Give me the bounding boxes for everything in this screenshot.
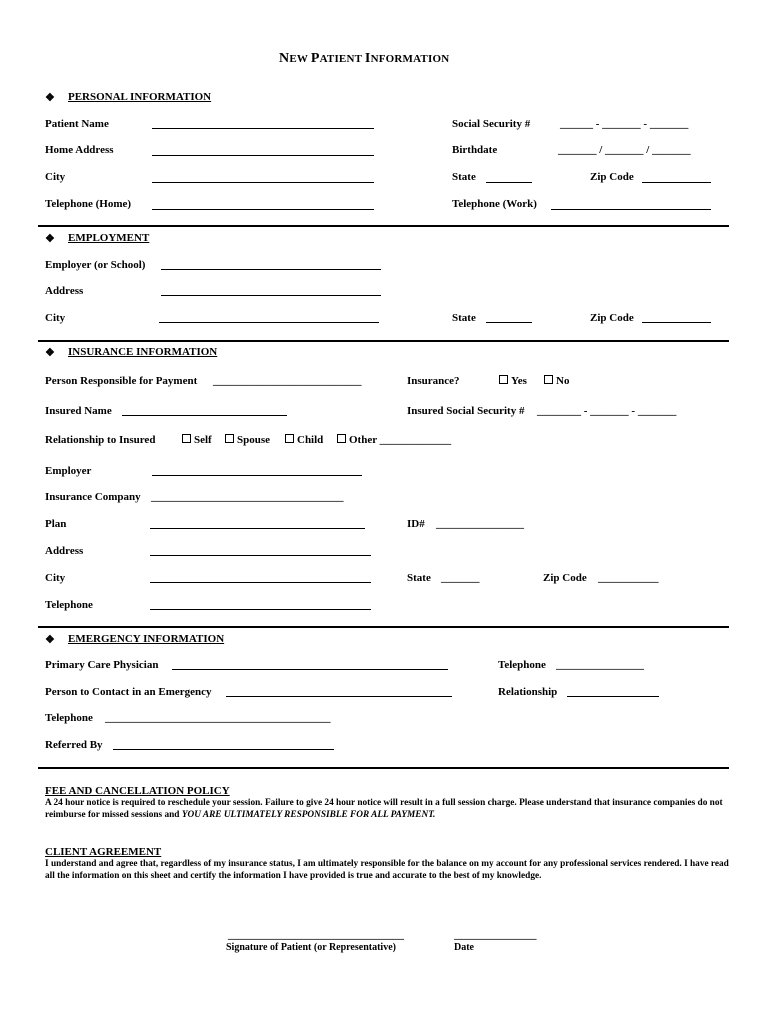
- diamond-bullet-icon: ❖: [45, 92, 55, 104]
- label-insurance-telephone: Telephone: [45, 599, 93, 611]
- label-yes: Yes: [511, 375, 527, 387]
- insurance-employer-field[interactable]: [152, 475, 362, 476]
- label-referred-by: Referred By: [45, 739, 103, 751]
- label-responsible-party: Person Responsible for Payment: [45, 375, 198, 387]
- label-city: City: [45, 171, 66, 183]
- date-label: Date: [454, 942, 474, 953]
- other-field[interactable]: _____________: [379, 434, 452, 446]
- section-heading-insurance: INSURANCE INFORMATION: [68, 346, 218, 358]
- emergency-contact-telephone-field[interactable]: _________________________________________: [105, 712, 331, 724]
- relationship-child-option[interactable]: [285, 434, 323, 446]
- primary-care-physician-field[interactable]: [172, 669, 448, 670]
- label-insurance-question: Insurance?: [407, 375, 460, 387]
- state-field[interactable]: [486, 182, 532, 183]
- checkbox-yes[interactable]: [499, 375, 508, 384]
- label-emergency-contact-telephone: Telephone: [45, 712, 93, 724]
- insurance-company-field[interactable]: ___________________________________: [151, 491, 344, 503]
- title-text: EW: [289, 53, 311, 65]
- section-divider: [38, 626, 729, 628]
- label-emergency-contact: Person to Contact in an Emergency: [45, 686, 212, 698]
- relationship-self-option[interactable]: [182, 434, 212, 446]
- id-field[interactable]: ________________: [436, 518, 524, 530]
- signature-label: Signature of Patient (or Representative): [226, 942, 396, 953]
- client-agreement-heading: CLIENT AGREEMENT: [45, 846, 162, 858]
- diamond-bullet-icon: ❖: [45, 347, 55, 359]
- label-employment-zip: Zip Code: [590, 312, 634, 324]
- insurance-telephone-field[interactable]: [150, 609, 371, 610]
- title-text: P: [310, 51, 320, 66]
- label-state: State: [452, 171, 476, 183]
- section-heading-personal: PERSONAL INFORMATION: [68, 91, 212, 103]
- telephone-work-field[interactable]: [551, 209, 711, 210]
- label-insurance-zip: Zip Code: [543, 572, 587, 584]
- employer-field[interactable]: [161, 269, 381, 270]
- employment-address-field[interactable]: [161, 295, 381, 296]
- city-field[interactable]: [152, 182, 374, 183]
- label-spouse: Spouse: [237, 434, 271, 446]
- employment-zip-field[interactable]: [642, 322, 711, 323]
- emergency-telephone-field[interactable]: ________________: [556, 659, 644, 671]
- date-field[interactable]: _______________: [454, 929, 537, 941]
- birthdate-field[interactable]: _______ / _______ / _______: [558, 144, 691, 156]
- page-title: [279, 51, 449, 67]
- label-other: Other: [349, 434, 377, 446]
- label-telephone-work: Telephone (Work): [452, 198, 537, 210]
- home-address-field[interactable]: [152, 155, 374, 156]
- label-birthdate: Birthdate: [452, 144, 498, 156]
- section-heading-emergency: EMERGENCY INFORMATION: [68, 633, 225, 645]
- telephone-home-field[interactable]: [152, 209, 374, 210]
- relationship-spouse-option[interactable]: [225, 434, 270, 446]
- title-text: N: [279, 51, 290, 66]
- title-text: NFORMATION: [370, 53, 450, 65]
- label-relationship-to-insured: Relationship to Insured: [45, 434, 156, 446]
- insurance-zip-field[interactable]: ___________: [598, 572, 659, 584]
- zip-field[interactable]: [642, 182, 711, 183]
- label-employment-city: City: [45, 312, 66, 324]
- referred-by-field[interactable]: [113, 749, 334, 750]
- insured-name-field[interactable]: [122, 415, 287, 416]
- label-no: No: [556, 375, 570, 387]
- insured-ssn-field[interactable]: ________ - _______ - _______: [537, 405, 677, 417]
- label-insured-ssn: Insured Social Security #: [407, 405, 525, 417]
- label-employment-state: State: [452, 312, 476, 324]
- title-text: ATIENT: [319, 53, 365, 65]
- diamond-bullet-icon: ❖: [45, 233, 55, 245]
- checkbox-self[interactable]: [182, 434, 191, 443]
- label-emergency-relationship: Relationship: [498, 686, 558, 698]
- title-text: I: [364, 51, 371, 66]
- checkbox-other[interactable]: [337, 434, 346, 443]
- ssn-field[interactable]: ______ - _______ - _______: [560, 118, 689, 130]
- label-home-address: Home Address: [45, 144, 114, 156]
- label-self: Self: [194, 434, 212, 446]
- label-insurance-state: State: [407, 572, 431, 584]
- relationship-other-option[interactable]: [337, 434, 451, 446]
- label-child: Child: [297, 434, 324, 446]
- insurance-yes-option[interactable]: [499, 375, 527, 387]
- responsible-party-field[interactable]: ___________________________: [213, 375, 362, 387]
- section-divider: [38, 767, 729, 769]
- label-employer: Employer (or School): [45, 259, 146, 271]
- fee-policy-text: [45, 797, 735, 821]
- fee-policy-emphasis: YOU ARE ULTIMATELY RESPONSIBLE FOR ALL PAYMENT.: [181, 810, 436, 820]
- label-insurance-employer: Employer: [45, 465, 92, 477]
- section-divider: [38, 340, 729, 342]
- label-id: ID#: [407, 518, 425, 530]
- employment-city-field[interactable]: [159, 322, 379, 323]
- diamond-bullet-icon: ❖: [45, 634, 55, 646]
- section-heading-employment: EMPLOYMENT: [68, 232, 150, 244]
- client-agreement-text: I understand and agree that, regardless of my insurance status, I am ultimately responsible for the balance on my account for any professional services rendered. I have read all the information on this sheet and certify the information I have provided is true and accurate to the best of my knowledge.: [45, 859, 729, 881]
- insurance-no-option[interactable]: [544, 375, 569, 387]
- label-employment-address: Address: [45, 285, 84, 297]
- checkbox-child[interactable]: [285, 434, 294, 443]
- label-insurance-address: Address: [45, 545, 84, 557]
- insurance-state-field[interactable]: _______: [441, 572, 480, 584]
- label-primary-care-physician: Primary Care Physician: [45, 659, 159, 671]
- signature-field[interactable]: ________________________________: [228, 929, 404, 941]
- patient-name-field[interactable]: [152, 128, 374, 129]
- employment-state-field[interactable]: [486, 322, 532, 323]
- label-emergency-telephone: Telephone: [498, 659, 546, 671]
- label-insured-name: Insured Name: [45, 405, 112, 417]
- insurance-address-field[interactable]: [150, 555, 371, 556]
- label-insurance-company: Insurance Company: [45, 491, 141, 503]
- label-plan: Plan: [45, 518, 67, 530]
- fee-policy-heading: FEE AND CANCELLATION POLICY: [45, 785, 230, 797]
- insurance-city-field[interactable]: [150, 582, 371, 583]
- label-zip: Zip Code: [590, 171, 634, 183]
- section-divider: [38, 225, 729, 227]
- label-insurance-city: City: [45, 572, 66, 584]
- checkbox-no[interactable]: [544, 375, 553, 384]
- plan-field[interactable]: [150, 528, 365, 529]
- label-ssn: Social Security #: [452, 118, 531, 130]
- emergency-contact-field[interactable]: [226, 696, 452, 697]
- fee-policy-body: A 24 hour notice is required to reschedule your session. Failure to give 24 hour notice will result in a full session charge. Please understand that insurance companies do not reimburse for missed sessions and: [45, 798, 723, 820]
- checkbox-spouse[interactable]: [225, 434, 234, 443]
- label-telephone-home: Telephone (Home): [45, 198, 132, 210]
- emergency-relationship-field[interactable]: [567, 696, 659, 697]
- label-patient-name: Patient Name: [45, 118, 109, 130]
